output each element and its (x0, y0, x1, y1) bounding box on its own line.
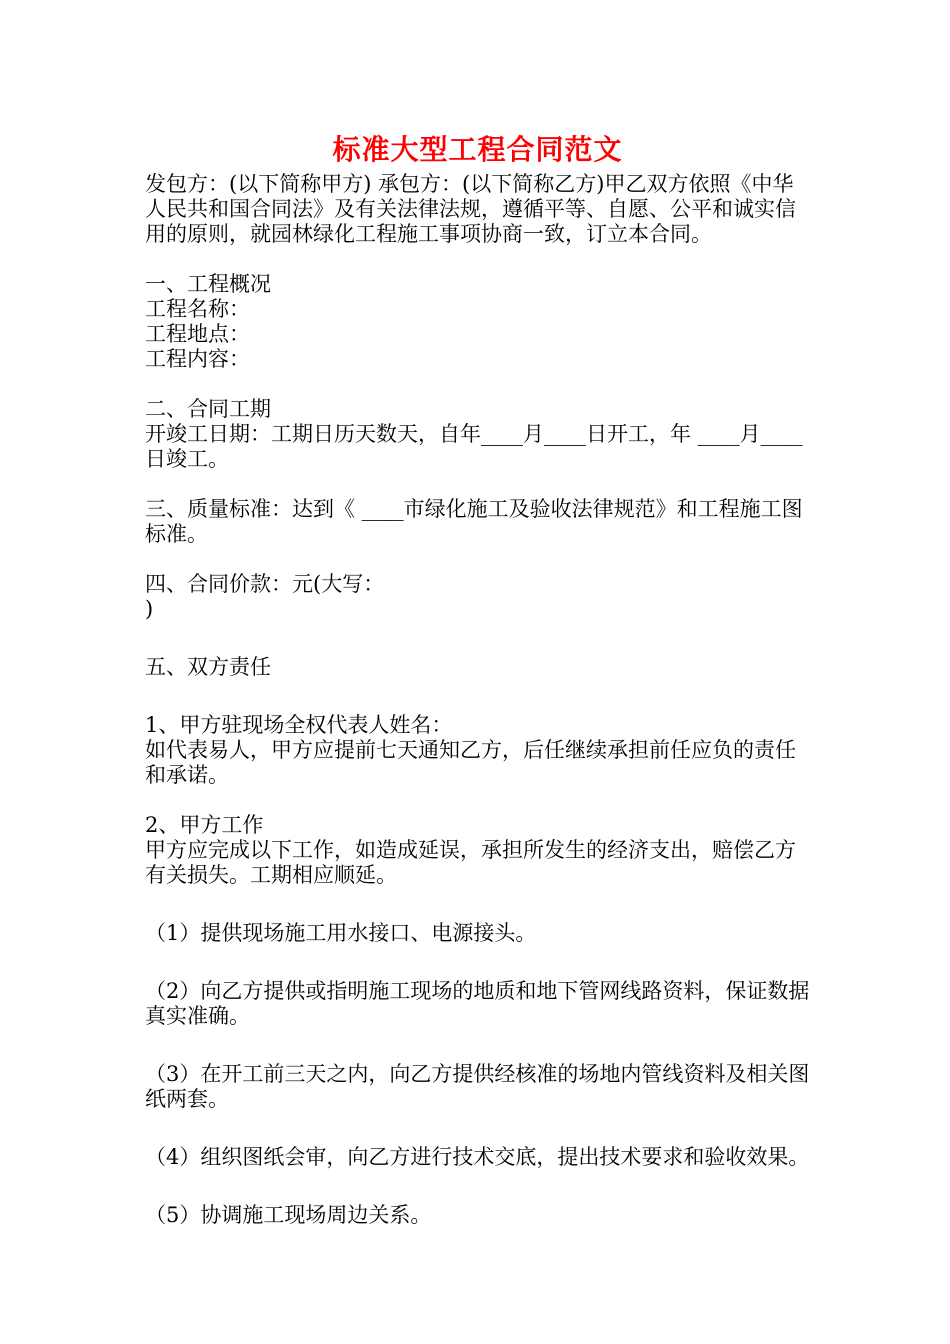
party-a-work-heading: 2、甲方工作 (145, 813, 264, 837)
section-heading-schedule: 二、合同工期 (145, 397, 271, 421)
document-title: 标准大型工程合同范文 (332, 133, 623, 166)
representative-change-paragraph: 如代表易人，甲方应提前七天通知乙方，后任继续承担前任应负的责任和承诺。 (145, 738, 796, 787)
list-item: （1）提供现场施工用水接口、电源接头。 (145, 921, 537, 945)
schedule-paragraph: 开竣工日期：工期日历天数天，自年____月____日开工，年 ____月____日竣工。 (145, 422, 803, 471)
section-heading-responsibilities: 五、双方责任 (145, 655, 271, 679)
section-contract-price: 四、合同价款：元(大写： (145, 572, 385, 596)
contract-price-close: ) (145, 597, 154, 621)
list-item: （4）组织图纸会审，向乙方进行技术交底，提出技术要求和验收效果。 (145, 1145, 810, 1169)
intro-paragraph: 发包方：(以下简称甲方) 承包方：(以下简称乙方)甲乙双方依照《中华人民共和国合同法》及有关法律法规，遵循平等、自愿、公平和诚实信用的原则，就园林绿化工程施工事项协商一致，订立本合同。 (145, 172, 796, 246)
project-name-field: 工程名称： (145, 297, 250, 321)
document-body (145, 172, 810, 1228)
party-a-representative: 1、甲方驻现场全权代表人姓名： (145, 713, 453, 737)
list-item: （2）向乙方提供或指明施工现场的地质和地下管网线路资料，保证数据真实准确。 (145, 979, 810, 1028)
list-item: （3）在开工前三天之内，向乙方提供经核准的场地内管线资料及相关图纸两套。 (145, 1062, 810, 1111)
section-quality-standard: 三、质量标准：达到《 ____市绿化施工及验收法律规范》和工程施工图标准。 (145, 497, 803, 546)
party-a-work-paragraph: 甲方应完成以下工作，如造成延误，承担所发生的经济支出，赔偿乙方有关损失。工期相应顺延。 (145, 838, 796, 887)
list-item: （5）协调施工现场周边关系。 (145, 1203, 432, 1227)
project-content-field: 工程内容： (145, 347, 250, 371)
document-page (145, 128, 810, 1228)
section-heading-overview: 一、工程概况 (145, 272, 271, 296)
project-location-field: 工程地点： (145, 322, 250, 346)
